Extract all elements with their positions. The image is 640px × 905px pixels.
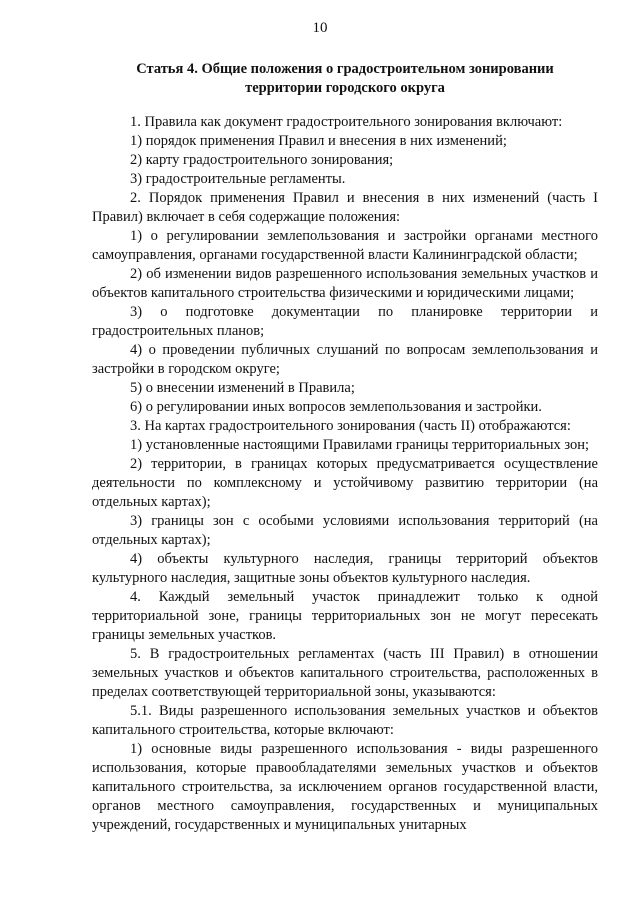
paragraph: 3) границы зон с особыми условиями использования территорий (на отдельных картах); xyxy=(92,513,598,548)
page-number: 10 xyxy=(312,20,328,36)
paragraph: 1) установленные настоящими Правилами границы территориальных зон; xyxy=(130,437,590,453)
paragraph: 3. На картах градостроительного зонирования (часть II) отображаются: xyxy=(130,418,571,434)
paragraph: 5) о внесении изменений в Правила; xyxy=(130,380,355,396)
paragraph: 6) о регулировании иных вопросов землепользования и застройки. xyxy=(130,399,542,415)
paragraph: 4) о проведении публичных слушаний по вопросам землепользования и застройки в городском округе; xyxy=(92,342,598,377)
paragraph: 1) порядок применения Правил и внесения в них изменений; xyxy=(130,133,507,149)
paragraph: 2) об изменении видов разрешенного использования земельных участков и объектов капитального строительства физическими и юридическими лицами; xyxy=(92,266,598,301)
paragraph: 1. Правила как документ градостроительного зонирования включают: xyxy=(130,114,563,130)
paragraph: 3) о подготовке документации по планировке территории и градостроительных планов; xyxy=(92,304,598,339)
paragraph: 1) основные виды разрешенного использования - виды разрешенного использования, которые правообладателями земельных участков и объектов капитального строительства, за исключением органов государственной власти, органов местного самоуправления, государственных и муниципальных учреждений, государственных и муниципальных унитарных xyxy=(92,741,598,833)
article-body xyxy=(92,113,598,835)
article-heading xyxy=(92,60,598,98)
paragraph: 1) о регулировании землепользования и застройки органами местного самоуправления, органами государственной власти Калининградской области; xyxy=(92,228,598,263)
paragraph: 5. В градостроительных регламентах (часть III Правил) в отношении земельных участков и объектов капитального строительства, расположенных в пределах соответствующей территориальной зоны, указываются: xyxy=(92,646,598,700)
paragraph: 2. Порядок применения Правил и внесения в них изменений (часть I Правил) включает в себя содержащие положения: xyxy=(92,190,598,225)
paragraph: 4) объекты культурного наследия, границы территорий объектов культурного наследия, защитные зоны объектов культурного наследия. xyxy=(92,551,598,586)
paragraph: 2) карту градостроительного зонирования; xyxy=(130,152,394,168)
article-heading-line-2: территории городского округа xyxy=(245,80,445,96)
article-heading-line-1: Статья 4. Общие положения о градостроительном зонировании xyxy=(136,61,554,77)
paragraph: 5.1. Виды разрешенного использования земельных участков и объектов капитального строительства, которые включают: xyxy=(92,703,598,738)
paragraph: 2) территории, в границах которых предусматривается осуществление деятельности по комплексному и устойчивому развитию территории (на отдельных картах); xyxy=(92,456,598,510)
paragraph: 3) градостроительные регламенты. xyxy=(130,171,346,187)
paragraph: 4. Каждый земельный участок принадлежит только к одной территориальной зоне, границы территориальных зон не могут пересекать границы земельных участков. xyxy=(92,589,598,643)
